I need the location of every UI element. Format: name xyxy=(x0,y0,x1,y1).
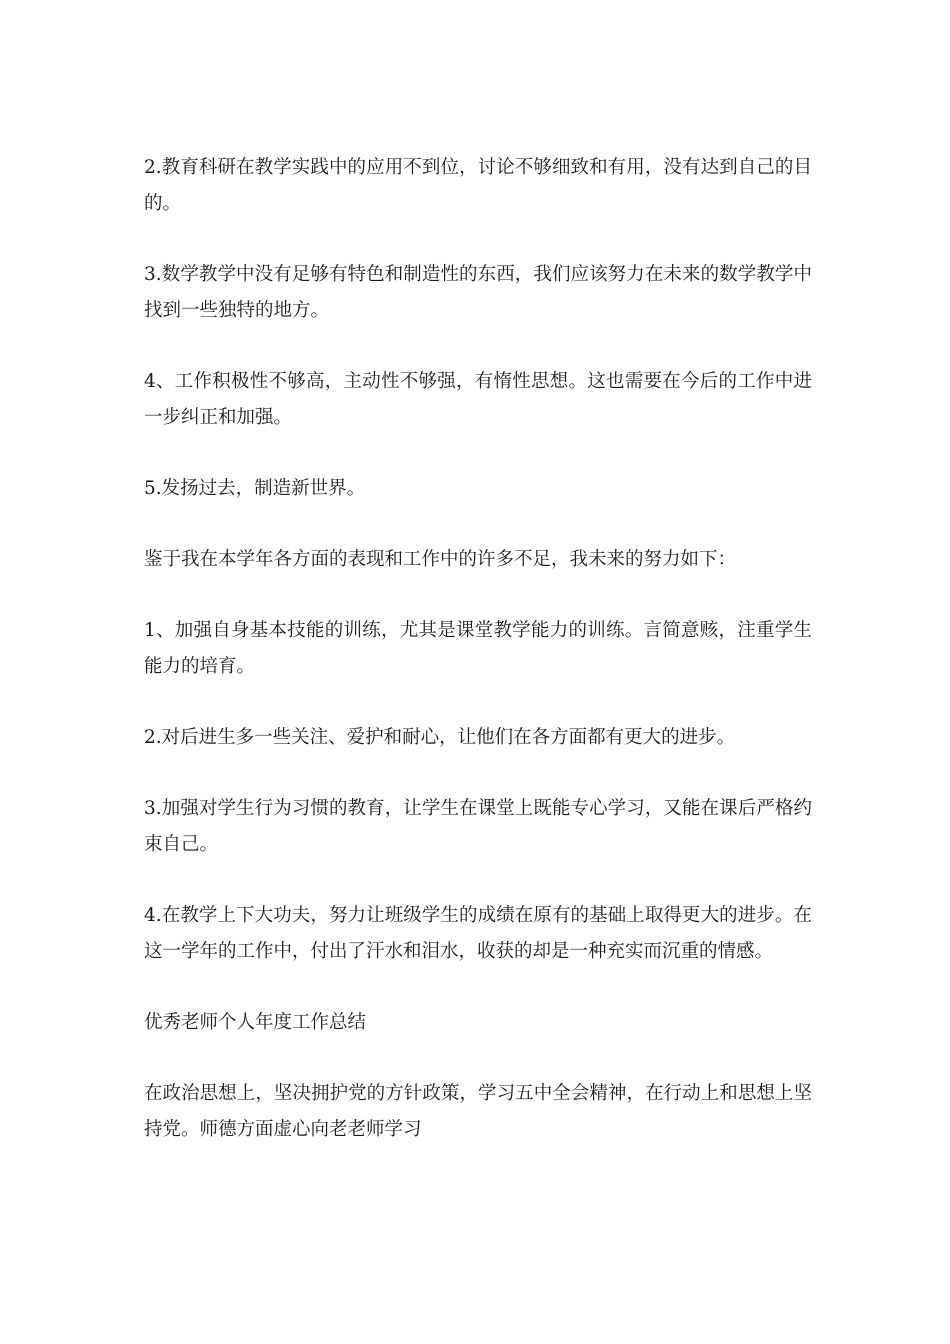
paragraph-research-application: 2.教育科研在教学实践中的应用不到位，讨论不够细致和有用，没有达到自己的目的。 xyxy=(144,157,812,214)
paragraph-math-features: 3.数学教学中没有足够有特色和制造性的东西，我们应该努力在未来的数学教学中找到一些独特的地方。 xyxy=(144,264,812,321)
paragraph-effort-struggling-students: 2.对后进生多一些关注、爱护和耐心，让他们在各方面都有更大的进步。 xyxy=(144,727,736,748)
paragraph-effort-skills: 1、加强自身基本技能的训练，尤其是课堂教学能力的训练。言简意赅，注重学生能力的培育。 xyxy=(144,620,812,677)
paragraph-work-enthusiasm: 4、工作积极性不够高，主动性不够强，有惰性思想。这也需要在今后的工作中进一步纠正和加强。 xyxy=(144,371,812,428)
paragraph-future-efforts-intro: 鉴于我在本学年各方面的表现和工作中的许多不足，我未来的努力如下： xyxy=(144,549,737,570)
paragraph-political-thought: 在政治思想上，坚决拥护党的方针政策，学习五中全会精神，在行动上和思想上坚持党。师德方面虚心向老老师学习 xyxy=(144,1083,812,1140)
paragraph-carry-forward: 5.发扬过去，制造新世界。 xyxy=(144,478,366,499)
section-title: 优秀老师个人年度工作总结 xyxy=(144,1012,367,1033)
paragraph-effort-habits: 3.加强对学生行为习惯的教育，让学生在课堂上既能专心学习，又能在课后严格约束自己。 xyxy=(144,798,812,855)
paragraph-effort-teaching: 4.在教学上下大功夫，努力让班级学生的成绩在原有的基础上取得更大的进步。在这一学年的工作中，付出了汗水和泪水，收获的却是一种充实而沉重的情感。 xyxy=(144,905,812,962)
document-body xyxy=(144,150,812,1183)
